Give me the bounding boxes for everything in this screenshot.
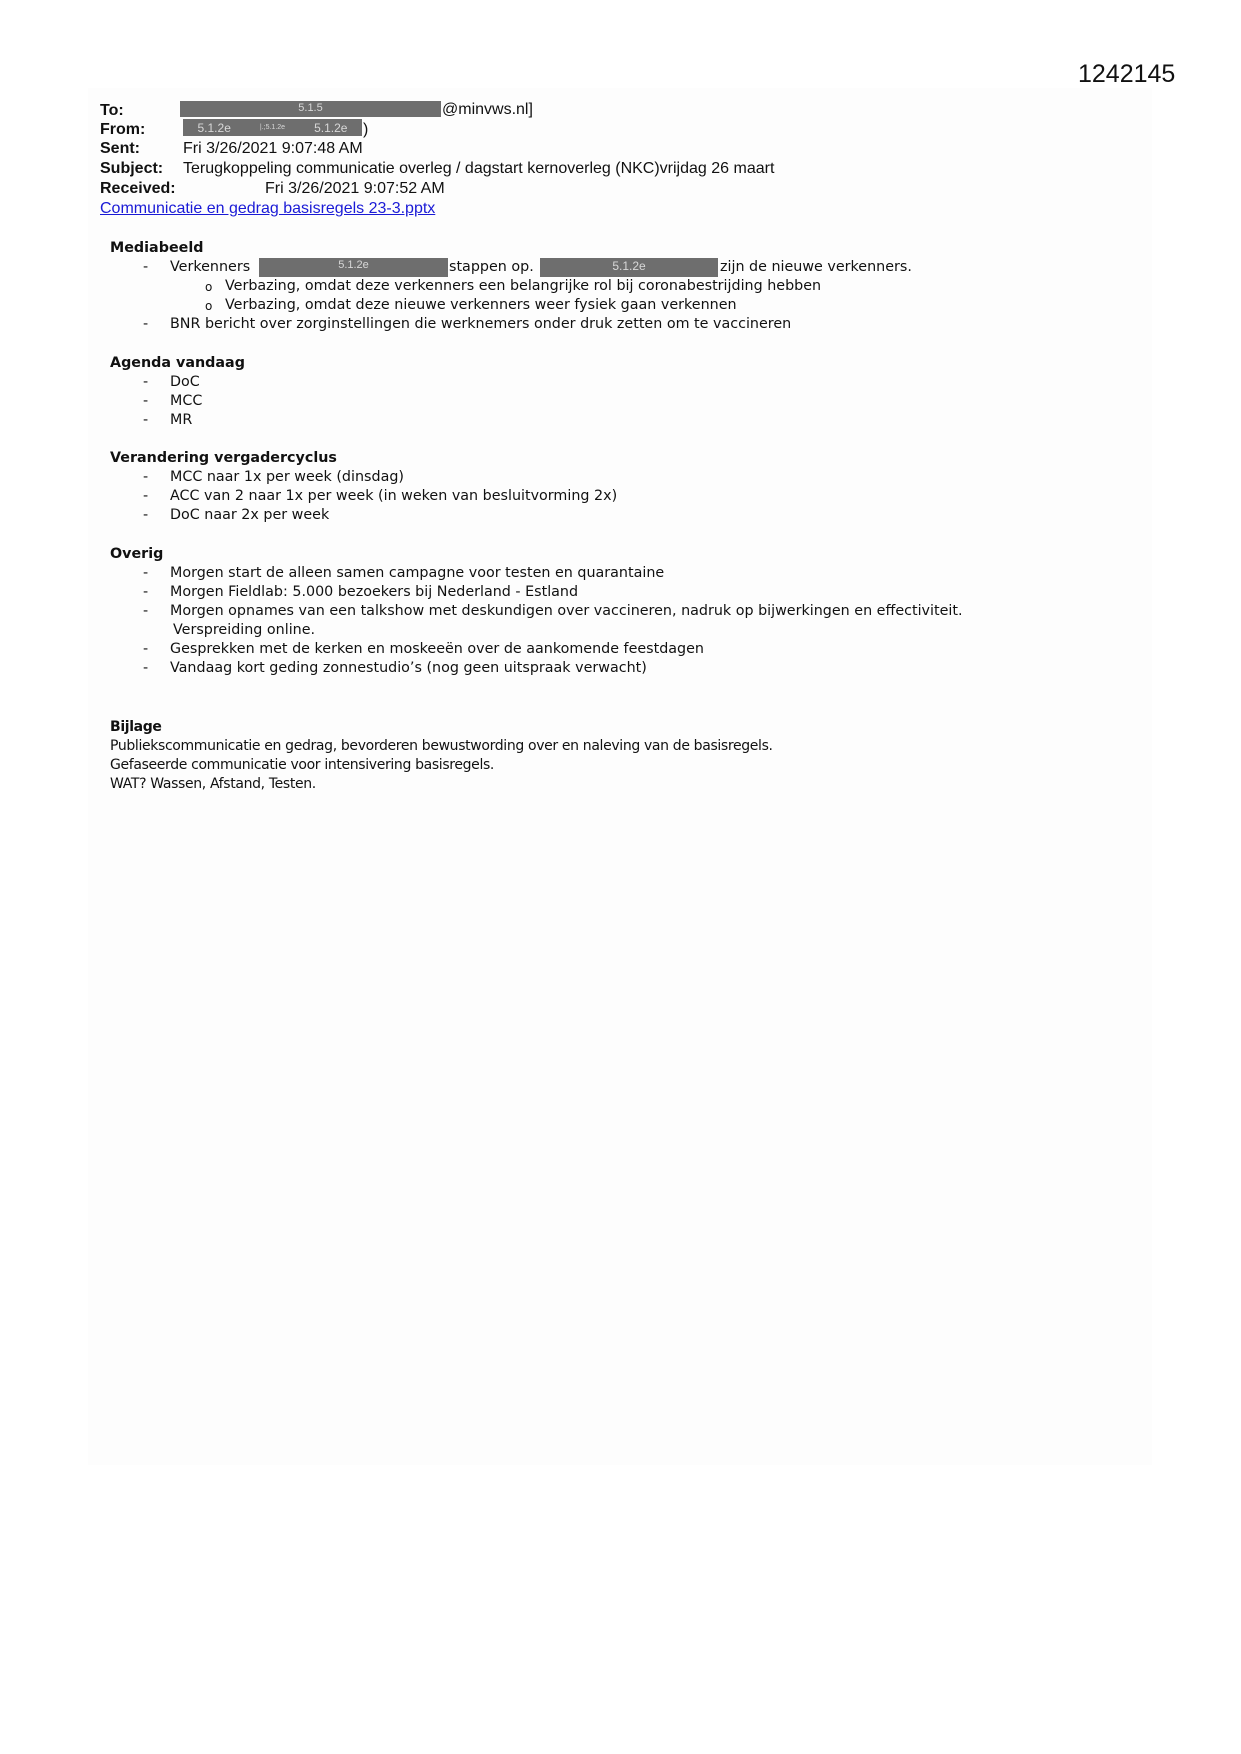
dash-bullet: - [143, 584, 149, 600]
overig-item: Morgen start de alleen samen campagne voor testen en quarantaine [170, 565, 665, 581]
redaction-code: 5.1.2e [197, 120, 231, 135]
overig-item-continuation: Verspreiding online. [173, 622, 316, 638]
vergadercyclus-item: ACC van 2 naar 1x per week (in weken van besluitvorming 2x) [170, 488, 618, 504]
overig-item: Morgen opnames van een talkshow met deskundigen over vaccineren, nadruk op bijwerkingen en effectiviteit. [170, 603, 963, 619]
dash-bullet: - [143, 316, 149, 332]
circle-bullet: o [205, 280, 213, 294]
document-id: 1242145 [1078, 60, 1176, 88]
heading-mediabeeld: Mediabeeld [110, 240, 204, 256]
bijlage-line: WAT? Wassen, Afstand, Testen. [110, 776, 316, 792]
overig-item: Vandaag kort geding zonnestudio’s (nog geen uitspraak verwacht) [170, 660, 647, 676]
attachment-link[interactable]: Communicatie en gedrag basisregels 23-3.pptx [100, 200, 436, 217]
dash-bullet: - [143, 565, 149, 581]
to-domain: @minvws.nl] [442, 101, 533, 118]
redaction-code: |.;5.1.2e [259, 123, 286, 131]
circle-bullet: o [205, 299, 213, 313]
header-to [100, 101, 124, 120]
overig-item: Morgen Fieldlab: 5.000 bezoekers bij Nederland - Estland [170, 584, 579, 600]
heading-bijlage: Bijlage [110, 719, 162, 735]
header-sent [100, 139, 363, 158]
header-subject [100, 159, 775, 178]
heading-agenda: Agenda vandaag [110, 355, 245, 371]
header-from [100, 120, 145, 139]
dash-bullet: - [143, 660, 149, 676]
redaction-body-1: 5.1.2e [259, 258, 448, 277]
vergadercyclus-item: DoC naar 2x per week [170, 507, 330, 523]
subject-label: Subject: [100, 160, 164, 177]
overig-item: Gesprekken met de kerken en moskeeën over de aankomende feestdagen [170, 641, 704, 657]
dash-bullet: - [143, 641, 149, 657]
mediabeeld-subitem: Verbazing, omdat deze nieuwe verkenners weer fysiek gaan verkennen [225, 297, 737, 313]
from-label: From: [100, 121, 146, 138]
dash-bullet: - [143, 603, 149, 619]
text-part: Verkenners [170, 259, 251, 275]
agenda-item: MR [170, 412, 193, 428]
dash-bullet: - [143, 374, 149, 390]
dash-bullet: - [143, 507, 149, 523]
vergadercyclus-item: MCC naar 1x per week (dinsdag) [170, 469, 404, 485]
redaction-from [183, 119, 362, 136]
dash-bullet: - [143, 412, 149, 428]
sent-label: Sent: [100, 140, 140, 157]
redaction-to: 5.1.5 [180, 101, 441, 117]
subject-value: Terugkoppeling communicatie overleg / dagstart kernoverleg (NKC)vrijdag 26 maart [183, 160, 775, 177]
dash-bullet: - [143, 393, 149, 409]
received-value: Fri 3/26/2021 9:07:52 AM [265, 180, 445, 197]
text-part: stappen op. [449, 259, 534, 275]
redaction-body-2: 5.1.2e [540, 258, 718, 277]
header-received [100, 179, 445, 198]
mediabeeld-item-1 [170, 258, 250, 277]
agenda-item: DoC [170, 374, 200, 390]
bijlage-line: Gefaseerde communicatie voor intensivering basisregels. [110, 757, 495, 773]
dash-bullet: - [143, 488, 149, 504]
to-label: To: [100, 102, 124, 119]
from-suffix: ) [363, 121, 369, 138]
redaction-code: 5.1.2e [314, 120, 348, 135]
mediabeeld-subitem: Verbazing, omdat deze verkenners een belangrijke rol bij coronabestrijding hebben [225, 278, 822, 294]
heading-vergadercyclus: Verandering vergadercyclus [110, 450, 337, 466]
mediabeeld-item-2: BNR bericht over zorginstellingen die werknemers onder druk zetten om te vaccineren [170, 316, 792, 332]
heading-overig: Overig [110, 546, 164, 562]
dash-bullet: - [143, 469, 149, 485]
agenda-item: MCC [170, 393, 203, 409]
sent-value: Fri 3/26/2021 9:07:48 AM [183, 140, 363, 157]
bijlage-line: Publiekscommunicatie en gedrag, bevorderen bewustwording over en naleving van de basisregels. [110, 738, 773, 754]
text-part: zijn de nieuwe verkenners. [720, 259, 912, 275]
dash-bullet: - [143, 259, 149, 275]
received-label: Received: [100, 180, 176, 197]
